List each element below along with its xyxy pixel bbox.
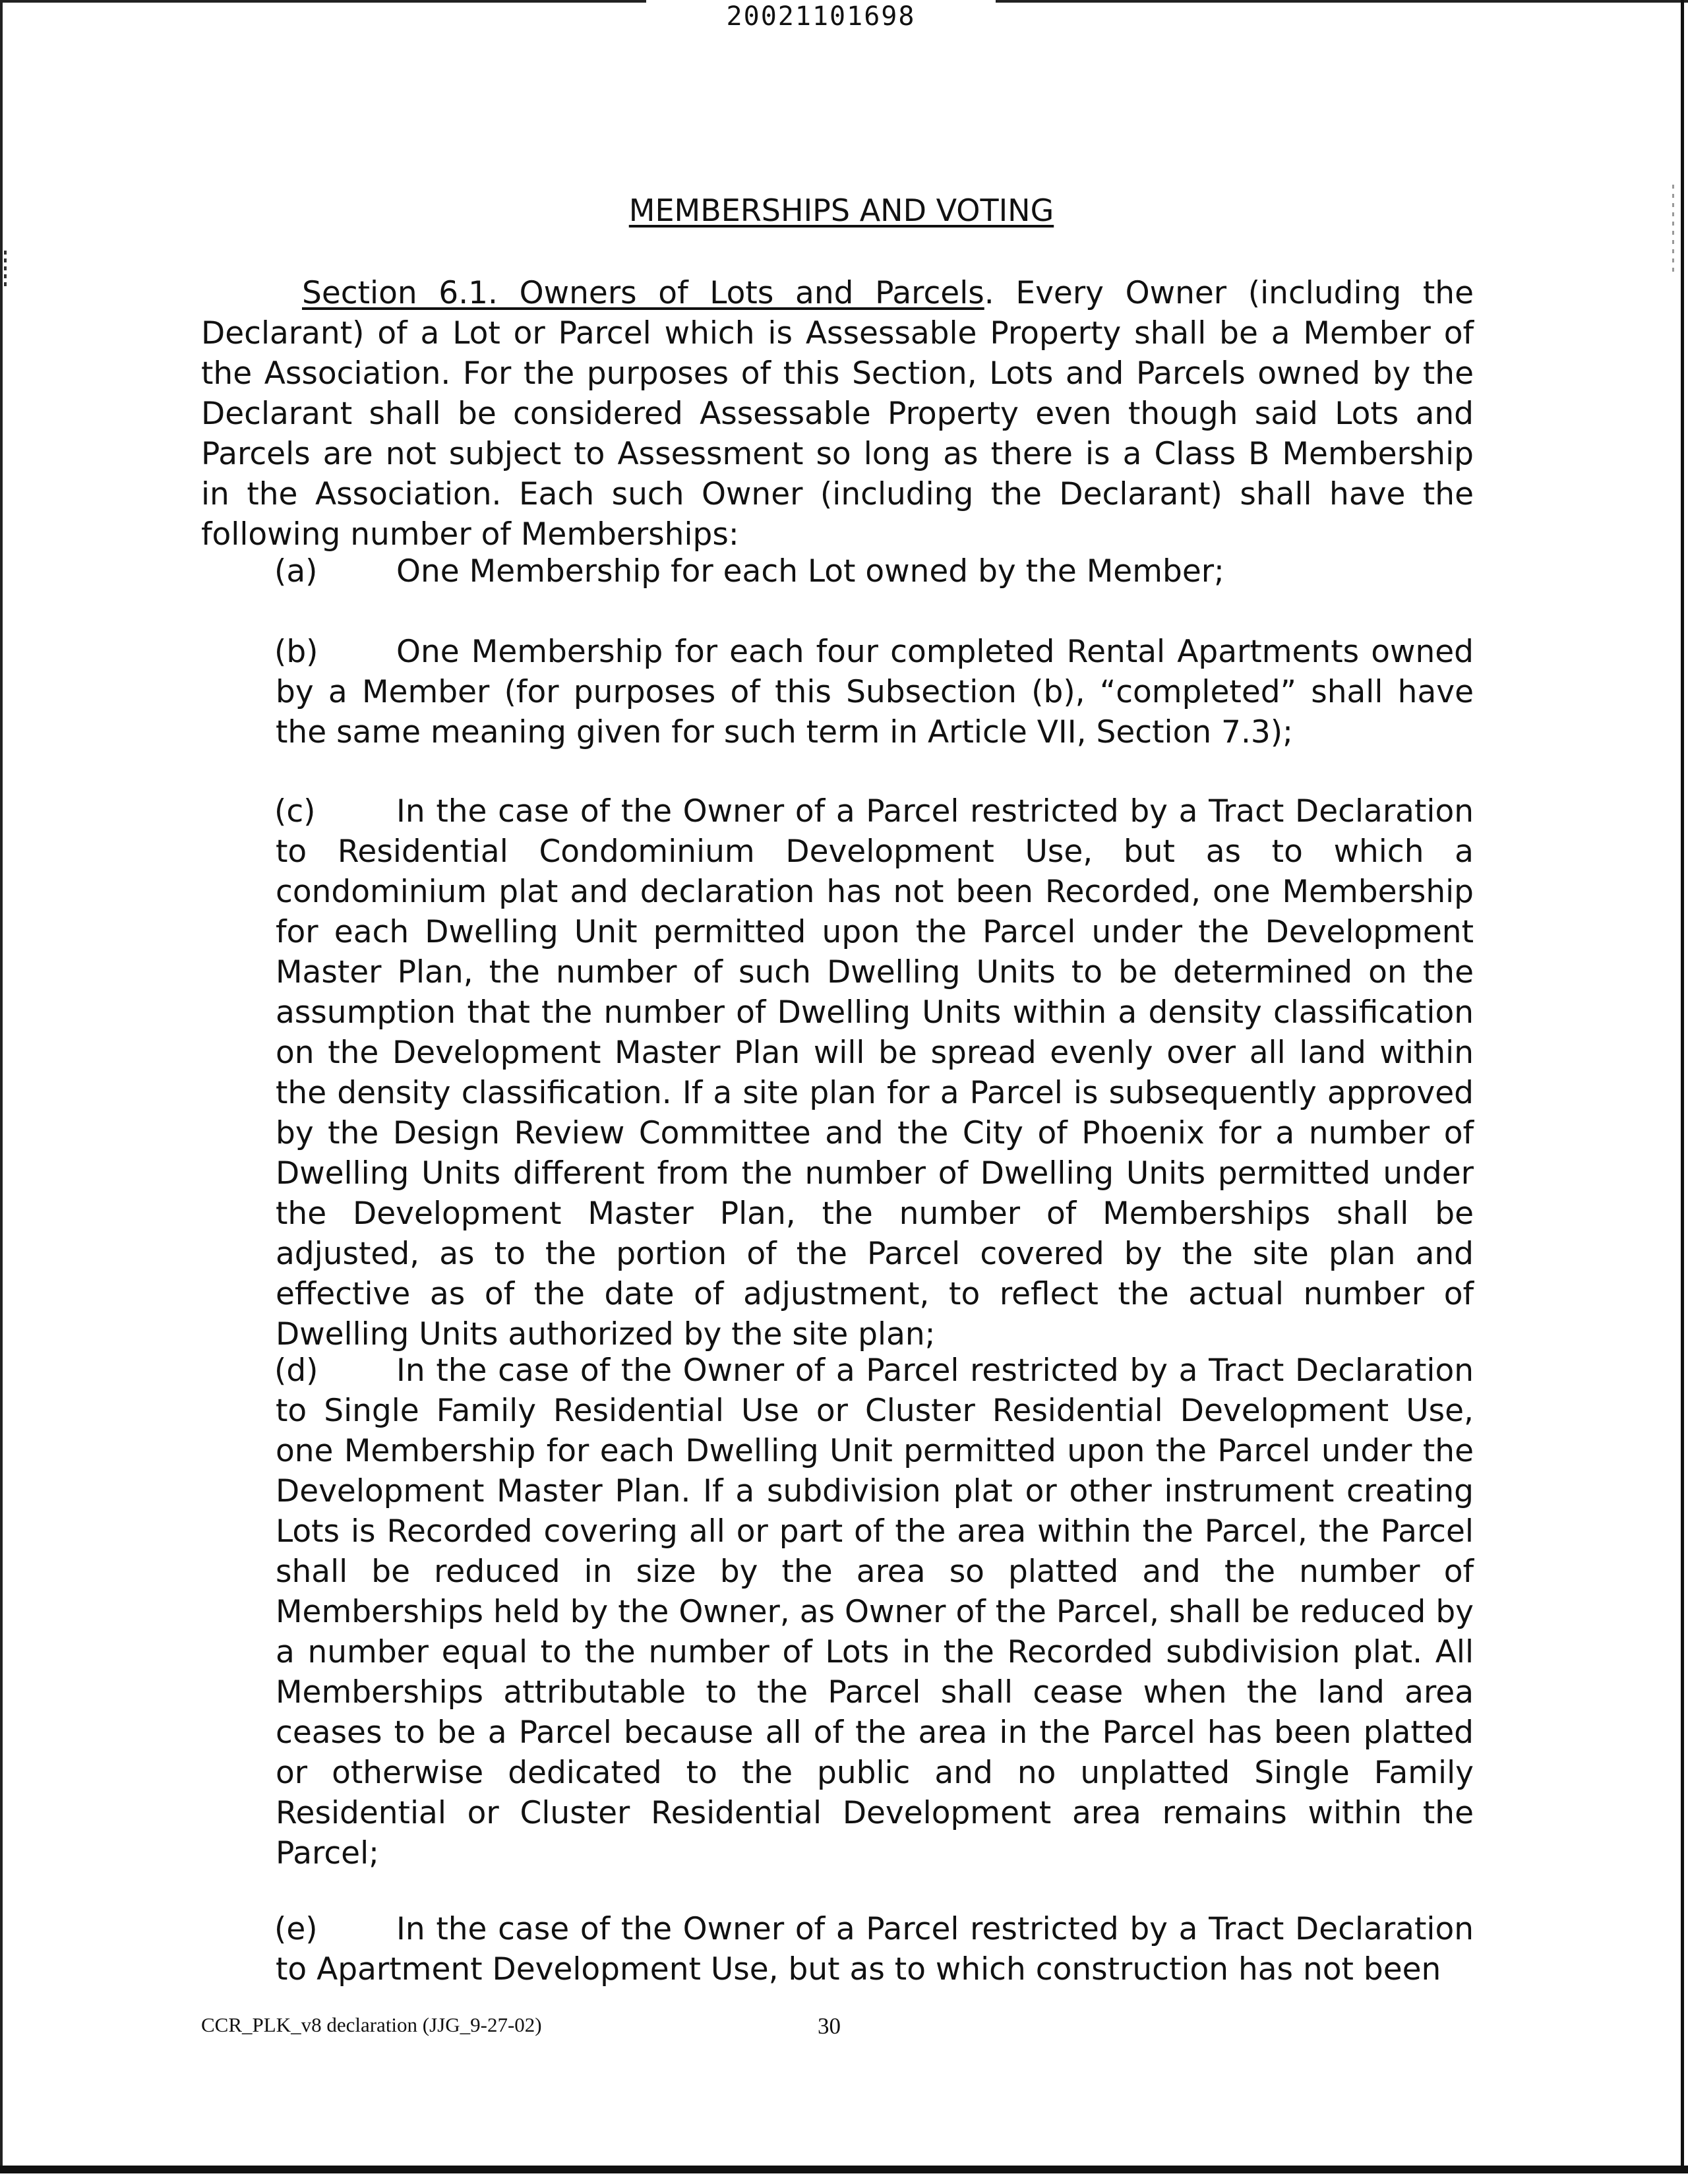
scan-border-right bbox=[1681, 0, 1684, 2172]
list-item-text: In the case of the Owner of a Parcel restricted by a Tract Declaration to Single Family Residential Use or Cluster Residential Development Use, one Membership for each Dwelling Unit permitted upon the Parcel under the Development Master Plan. If a subdivision plat or other instrument creating Lots is Recorded covering all or part of the area within the Parcel, the Parcel shall be reduced in size by the area so platted and the number of Memberships held by the Owner, as Owner of the Parcel, shall be reduced by a number equal to the number of Lots in the Recorded subdivision plat. All Memberships attributable to the Parcel shall cease when the land area ceases to be a Parcel because all of the area in the Parcel has been platted or otherwise dedicated to the public and no unplatted Single Family Residential or Cluster Residential Development area remains within the Parcel; bbox=[276, 1352, 1474, 1871]
section-intro-text: Every Owner (including the Declarant) of a Lot or Parcel which is Assessable Property shall be a Member of the Association. For the purposes of this Section, Lots and Parcels owned by the Declarant shall be considered Assessable Property even though said Lots and Parcels are not subject to Assessment so long as there is a Class B Membership in the Association. Each such Owner (including the Declarant) shall have the following number of Memberships: bbox=[201, 275, 1474, 553]
list-item-marker: (c) bbox=[274, 793, 316, 830]
list-item bbox=[276, 632, 1474, 752]
list-item-text: In the case of the Owner of a Parcel restricted by a Tract Declaration to Residential Condominium Development Use, but as to which a condominium plat and declaration has not been Recorded, one Membership for each Dwelling Unit permitted upon the Parcel under the Development Master Plan, the number of such Dwelling Units to be determined on the assumption that the number of Dwelling Units within a density classification on the Development Master Plan will be spread evenly over all land within the density classification. If a site plan for a Parcel is subsequently approved by the Design Review Committee and the City of Phoenix for a number of Dwelling Units different from the number of Dwelling Units permitted under the Development Master Plan, the number of Memberships shall be adjusted, as to the portion of the Parcel covered by the site plan and effective as of the date of adjustment, to reflect the actual number of Dwelling Units authorized by the site plan; bbox=[276, 793, 1474, 1352]
scan-border-left bbox=[0, 0, 3, 2169]
page-number: 30 bbox=[818, 2013, 841, 2039]
footer-file-label: CCR_PLK_v8 declaration (JJG_9-27-02) bbox=[201, 2013, 542, 2036]
scan-mark bbox=[4, 251, 7, 290]
list-item-marker: (b) bbox=[274, 634, 318, 670]
page-heading: MEMBERSHIPS AND VOTING bbox=[628, 193, 1054, 228]
list-item-text: One Membership for each Lot owned by the Member; bbox=[396, 553, 1224, 590]
list-item-marker: (e) bbox=[274, 1911, 318, 1947]
list-item-marker: (d) bbox=[274, 1352, 318, 1389]
list-item-marker: (a) bbox=[274, 553, 318, 590]
list-item-text: One Membership for each four completed Rental Apartments owned by a Member (for purposes of this Subsection (b), “completed” shall have the same meaning given for such term in Article VII, Section 7.3); bbox=[276, 634, 1474, 750]
list-item bbox=[276, 1909, 1474, 1989]
list-item bbox=[276, 551, 1474, 592]
list-item bbox=[276, 791, 1474, 1354]
list-item-text: In the case of the Owner of a Parcel restricted by a Tract Declaration to Apartment Development Use, but as to which construction has not been bbox=[276, 1911, 1474, 1987]
document-number: 20021101698 bbox=[726, 1, 916, 32]
section-title: Section 6.1. Owners of Lots and Parcels bbox=[302, 275, 984, 311]
section-intro: Section 6.1. Owners of Lots and Parcels. Every Owner (including the Declarant) of a Lot or Parcel which is Assessable Property shall be a Member of the Association. For the purposes of this Section, Lots and Parcels owned by the Declarant shall be considered Assessable Property even though said Lots and Parcels are not subject to Assessment so long as there is a Class B Membership in the Association. Each such Owner (including the Declarant) shall have the following number of Memberships: bbox=[201, 275, 1474, 553]
list-item bbox=[276, 1350, 1474, 1873]
scan-border-bottom bbox=[0, 2166, 1688, 2173]
